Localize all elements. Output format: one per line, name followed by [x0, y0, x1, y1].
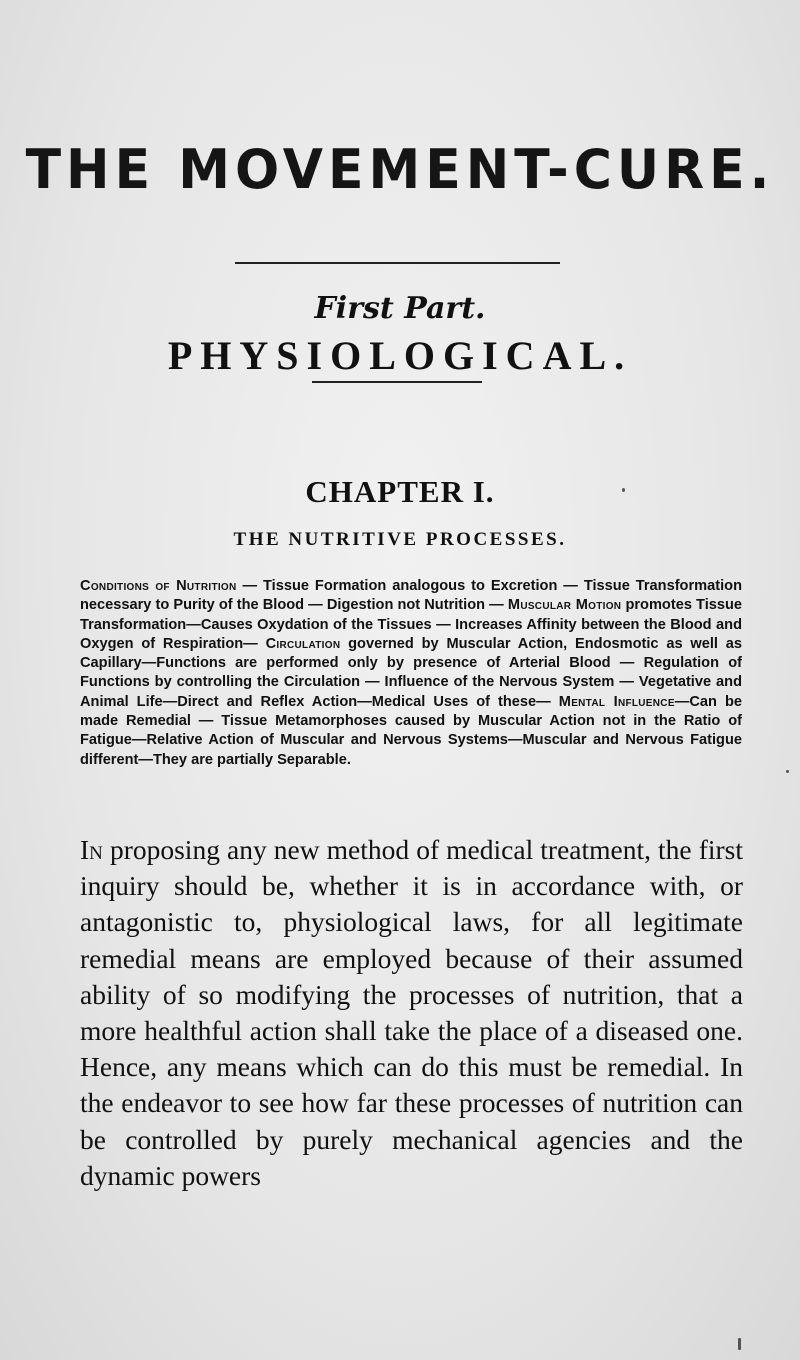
- paragraph-lead-word: In: [80, 834, 103, 865]
- synopsis-heading: Circulation: [265, 635, 341, 652]
- book-title: THE MOVEMENT-CURE.: [25, 138, 775, 202]
- section-heading: PHYSIOLOGICAL.: [167, 333, 633, 378]
- synopsis-heading: Mental Influence: [558, 693, 675, 710]
- body-paragraph: [80, 832, 743, 1194]
- page-speck: [738, 1338, 741, 1350]
- synopsis-heading: Conditions of Nutrition: [80, 578, 237, 594]
- synopsis-text: —Can be made Remedial — Tissue Metamorphoses caused by Muscular Action not in the Ratio of Fatigue—Relative Action of Muscular and Nervous Systems—Muscular and Nervous Fatigue different—They are partially Separable.: [80, 693, 742, 768]
- part-heading: First Part.: [314, 291, 486, 326]
- synopsis-text: promotes Tissue Transformation—Causes Oxydation of the Tissues — Increases Affinity between the Blood and Oxygen of Respiration—: [80, 597, 743, 652]
- synopsis-text: governed by Muscular Action, Endosmotic as well as Capillary—Functions are performed only by presence of Arterial Blood — Regulation of Functions by controlling the Circulation — Influence of the Nervous System — Vegetative and Animal Life—Direct and Reflex Action—Medical Uses of these—: [80, 635, 742, 710]
- chapter-title: THE NUTRITIVE PROCESSES.: [233, 529, 567, 550]
- chapter-synopsis: [80, 577, 742, 770]
- synopsis-heading: Muscular Motion: [507, 597, 622, 614]
- section-divider: [312, 381, 482, 383]
- paragraph-text: proposing any new method of medical treatment, the first inquiry should be, whether it is in accordance with, or antagonistic to, physiological laws, for all legitimate remedial means are employed because of their assumed ability of so modifying the processes of nutrition, that a more healthful action shall take the place of a diseased one. Hence, any means which can do this must be remedial. In the endeavor to see how far these processes of nutrition can be controlled by purely mechanical agencies and the dynamic powers: [80, 834, 743, 1191]
- page-speck: [622, 488, 625, 492]
- chapter-number: CHAPTER I.: [305, 474, 495, 509]
- page-speck: [786, 770, 789, 773]
- title-divider: [235, 262, 560, 264]
- synopsis-text: — Tissue Formation analogous to Excretion — Tissue Transformation necessary to Purity of the Blood — Digestion not Nutrition —: [80, 578, 742, 614]
